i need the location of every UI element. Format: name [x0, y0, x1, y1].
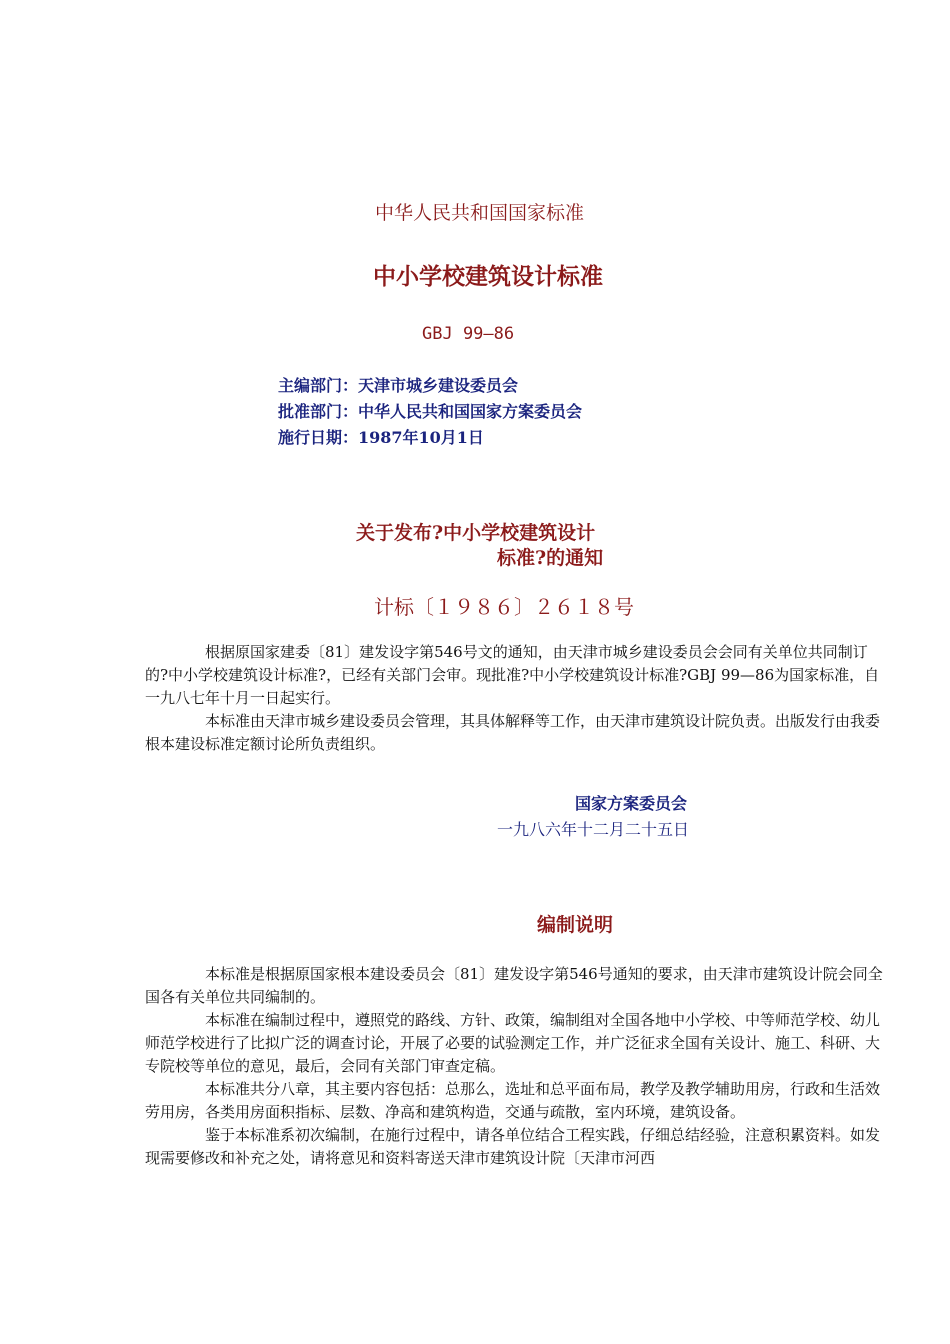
- notice-date: 一九八六年十二月二十五日: [497, 820, 690, 839]
- compile-body: [145, 963, 885, 1170]
- effective-date: 施行日期：1987年10月1日: [278, 428, 484, 447]
- compile-section-title: 编制说明: [537, 914, 614, 936]
- standard-code: GBJ 99—86: [422, 324, 515, 344]
- compile-paragraph: 本标准共分八章，其主要内容包括：总那么，选址和总平面布局，教学及教学辅助用房，行政和生活效劳用房，各类用房面积指标、层数、净高和建筑构造，交通与疏散，室内环境，建筑设备。: [145, 1080, 881, 1121]
- notice-paragraph: 根据原国家建委〔81〕建发设字第546号文的通知，由天津市城乡建设委员会会同有关单位共同制订的?中小学校建筑设计标准?，已经有关部门会审。现批准?中小学校建筑设计标准?GBJ 99—86为国家标准，自一九八七年十月一日起实行。: [145, 643, 880, 707]
- notice-title-line2: 标准?的通知: [497, 547, 604, 569]
- notice-paragraph: 本标准由天津市城乡建设委员会管理，其具体解释等工作，由天津市建筑设计院负责。出版发行由我委根本建设标准定额讨论所负责组织。: [145, 712, 881, 753]
- notice-title-line1: 关于发布?中小学校建筑设计: [356, 522, 596, 544]
- notice-body: [145, 641, 885, 756]
- notice-signer: 国家方案委员会: [575, 794, 688, 813]
- notice-document-number: 计标〔１９８６〕２６１８号: [374, 595, 634, 619]
- compile-paragraph: 本标准是根据原国家根本建设委员会〔81〕建发设字第546号通知的要求，由天津市建筑设计院会同全国各有关单位共同编制的。: [145, 965, 883, 1006]
- compile-paragraph: 本标准在编制过程中，遵照党的路线、方针、政策，编制组对全国各地中小学校、中等师范学校、幼儿师范学校进行了比拟广泛的调查讨论，开展了必要的试验测定工作，并广泛征求全国有关设计、施工、科研、大专院校等单位的意见，最后，会同有关部门审查定稿。: [145, 1011, 881, 1075]
- editor-department: 主编部门：天津市城乡建设委员会: [278, 376, 519, 395]
- compile-paragraph: 鉴于本标准系初次编制，在施行过程中，请各单位结合工程实践，仔细总结经验，注意积累资料。如发现需要修改和补充之处，请将意见和资料寄送天津市建筑设计院〔天津市河西: [145, 1126, 881, 1167]
- approver-department: 批准部门：中华人民共和国国家方案委员会: [278, 402, 583, 421]
- national-standard-heading: 中华人民共和国国家标准: [375, 202, 585, 224]
- document-title: 中小学校建筑设计标准: [373, 263, 603, 290]
